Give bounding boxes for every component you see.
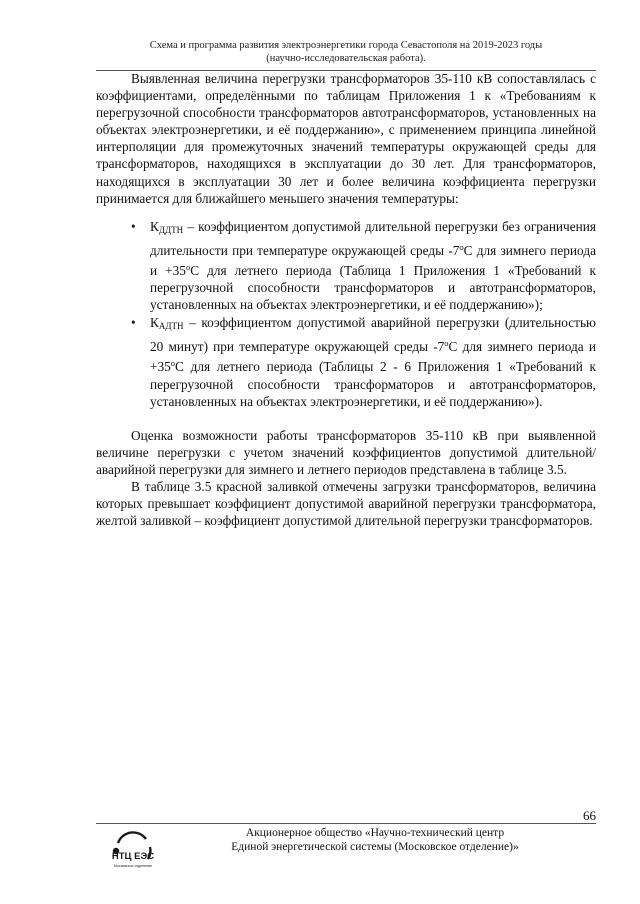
company-logo (108, 829, 158, 873)
coefficient-symbol: К (150, 315, 159, 331)
paragraph-2: Оценка возможности работы трансформаторов 35-110 кВ при выявленной величине перегрузки с учетом значений коэффициентов допустимой длительной/аварийной перегрузки для зимнего и летнего периодов представлена в таблице 3.5. (96, 427, 596, 477)
footer-line-2: Единой энергетической системы (Московское отделение)» (231, 841, 519, 853)
body-text (96, 70, 596, 529)
coefficient-symbol: К (150, 218, 159, 234)
logo-arc-top (118, 832, 146, 843)
list-item-kddtn (96, 218, 596, 313)
coefficient-list (96, 218, 596, 410)
coefficient-subscript: АДТН (158, 321, 184, 332)
logo-text: НТЦ ЕЭС (111, 851, 155, 862)
footer-line-1: Акционерное общество «Научно-технический центр (245, 827, 505, 839)
coefficient-subscript: ДДТН (158, 224, 184, 235)
list-item-kadtn (96, 314, 596, 409)
paragraph-1: Выявленная величина перегрузки трансформаторов 35-110 кВ сопоставлялась с коэффициентами, определёнными по таблицам Приложения 1 к «Требованиям к перегрузочной способности трансформаторов автотрансформаторов, установленных на объектах электроэнергетики, и её поддержанию», с применением принципа линейной интерполяции для промежуточных значений температуры окружающей среды для трансформаторов, находящихся в эксплуатации до 30 лет. Для трансформаторов, находящихся в эксплуатации 30 лет и более величина коэффициента перегрузки принимается для ближайшего меньшего значения температуры: (96, 71, 596, 206)
degree-mark: о (444, 338, 449, 349)
page-header (96, 39, 596, 65)
item-text-2: С для зимнего периода и +35 (150, 242, 596, 278)
paragraph-3: В таблице 3.5 красной заливкой отмечены загрузки трансформаторов, величина которых превышает коэффициент допустимой аварийной перегрузки трансформатора, желтой заливкой – коэффициент допустимой длительной перегрузки трансформаторов. (96, 478, 596, 529)
header-line-1: Схема и программа развития электроэнергетики города Севастополя на 2019-2023 годы (149, 40, 543, 51)
bullet-icon: • (131, 315, 136, 331)
item-text-2: С для зимнего периода и +35 (150, 339, 596, 375)
footer-rule (96, 823, 596, 824)
degree-mark: о (170, 358, 176, 369)
item-text-1: – коэффициентом допустимой длительной перегрузки без ограничения длительности при температуре окружающей среды -7 (150, 218, 596, 258)
logo-subtext: Московское отделение (113, 864, 153, 868)
page-footer (210, 826, 540, 854)
bullet-icon: • (131, 218, 136, 234)
degree-mark: о (459, 241, 464, 252)
degree-mark: о (185, 261, 191, 272)
item-text-3: С для летнего периода (Таблица 1 Приложения 1 «Требований к перегрузочной способности трансформаторов и автотрансформаторов, установленных на объектах электроэнергетики, и её поддержанию»); (150, 262, 596, 313)
item-text-1: – коэффициентом допустимой аварийной перегрузки (длительностью 20 минут) при температуре окружающей среды -7 (150, 315, 596, 355)
item-text-3: С для летнего периода (Таблицы 2 - 6 Приложения 1 «Требований к перегрузочной способности трансформаторов и автотрансформаторов, установленных на объектах электроэнергетики, и её поддержанию»). (150, 359, 596, 409)
page-number: 66 (583, 808, 596, 823)
header-line-2: (научно-исследовательская работа). (266, 53, 426, 64)
